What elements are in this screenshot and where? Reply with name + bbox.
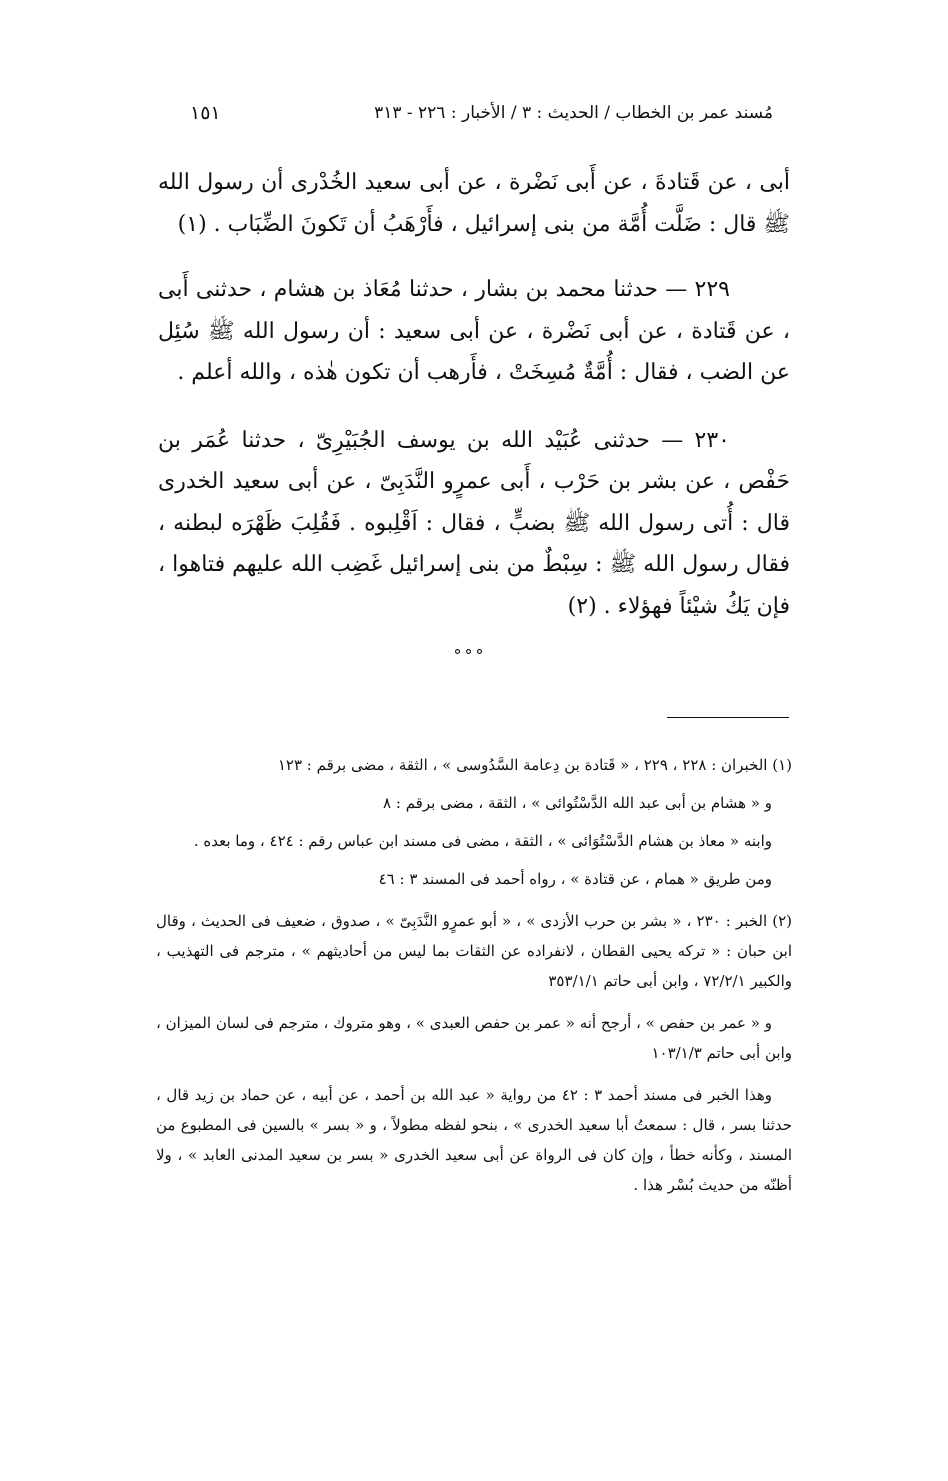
- page-number: ١٥١: [190, 102, 221, 124]
- footnote-1-line: ومن طريق « همام ، عن قتادة » ، رواه أحمد فى المسند ٣ : ٤٦: [378, 870, 772, 888]
- footnotes: [156, 750, 792, 1212]
- running-head: مُسند عمر بن الخطاب / الحديث : ٣ / الأخبار : ٢٢٦ - ٣١٣: [374, 103, 773, 123]
- footnote-1-line: وابنه « معاذ بن هشام الدَّسْتُوَائى » ، الثقة ، مضى فى مسند ابن عباس رقم : ٤٢٤ ، وما بعده .: [193, 832, 772, 850]
- main-text: [158, 162, 790, 653]
- paragraph-hadith-229: ٢٢٩ — حدثنا محمد بن بشار ، حدثنا مُعَاذ بن هشام ، حدثنى أَبى ، عن قَتادة ، عن أبى نَضْرة ، عن أبى سعيد : أن رسول الله ﷺ سُئِل عن الضب ، فقال : أُمَّةٌ مُسِخَتْ ، فأَرهب أن تكون هٰذه ، والله أعلم .: [158, 277, 790, 385]
- paragraph-hadith-continuation: أبى ، عن قَتادةَ ، عن أَبى نَضْرة ، عن أبى سعيد الخُدْرى أن رسول الله ﷺ قال : ضَلَّت أُمَّة من بنى إسرائيل ، فأَرْهَبُ أن تَكونَ الضِّبَاب . (١): [158, 170, 790, 237]
- footnote-1-line: و « هشام بن أبى عبد الله الدَّسْتُوائى » ، الثقة ، مضى برقم : ٨: [383, 794, 772, 812]
- footnote-1-line: (١) الخبران : ٢٢٨ ، ٢٢٩ ، « قَتادة بن دِعامة السَّدُوسى » ، الثقة ، مضى برقم : ١٢٣: [277, 756, 792, 774]
- footnote-2-line: وهذا الخبر فى مسند أحمد ٣ : ٤٢ من رواية « عبد الله بن أحمد ، عن أبيه ، عن حماد بن زيد قال ، حدثنا بسر ، قال : سمعتُ أبا سعيد الخدرى » ، بنحو لفظه مطولاً ، و « بسر » بالسين فى المطبوع من المسند ، وكأنه خطأ ، وإن كان فى الرواة عن أبى سعيد الخدرى « بسر بن سعيد المدنى العابد » ، ولا أظنّه من حديث بُسْر هذا .: [156, 1086, 792, 1194]
- footnote-2-line: (٢) الخبر : ٢٣٠ ، « بشر بن حرب الأزدى » ، « أبو عمرٍو النَّدَبِىّ » ، صدوق ، ضعيف فى الحديث ، وقال ابن حبان : « تركه يحيى القطان ، لانفراده عن الثقات بما ليس من أحاديثهم » ، مترجم فى التهذيب ، والكبير ٧٢/٢/١ ، وابن أبى حاتم ٣٥٣/١/١: [156, 912, 792, 990]
- page-header: [190, 98, 773, 128]
- section-separator: °°°: [453, 646, 487, 665]
- footnote-2-line: و « عمر بن حفص » ، أرجح أنه « عمر بن حفص العبدى » ، وهو متروك ، مترجم فى لسان الميزان ، وابن أبى حاتم ١٠٣/١/٣: [156, 1014, 792, 1062]
- paragraph-hadith-230: ٢٣٠ — حدثنى عُبَيْد الله بن يوسف الجُبَيْرِىّ ، حدثنا عُمَر بن حَفْص ، عن بشر بن حَرْب ، أَبى عمرٍو النَّدَبِىّ ، عن أبى سعيد الخدرى قال : أُتى رسول الله ﷺ بضبٍّ ، فقال : اَقْلِبوه . فَقُلِبَ ظَهْرَه لبطنه ، فقال رسول الله ﷺ : سِبْطٌ من بنى إسرائيل غَضِب الله عليهم فتاهوا ، فإن يَكُ شيْئاً فهؤلاء . (٢): [158, 427, 790, 619]
- footnote-divider: [667, 717, 789, 718]
